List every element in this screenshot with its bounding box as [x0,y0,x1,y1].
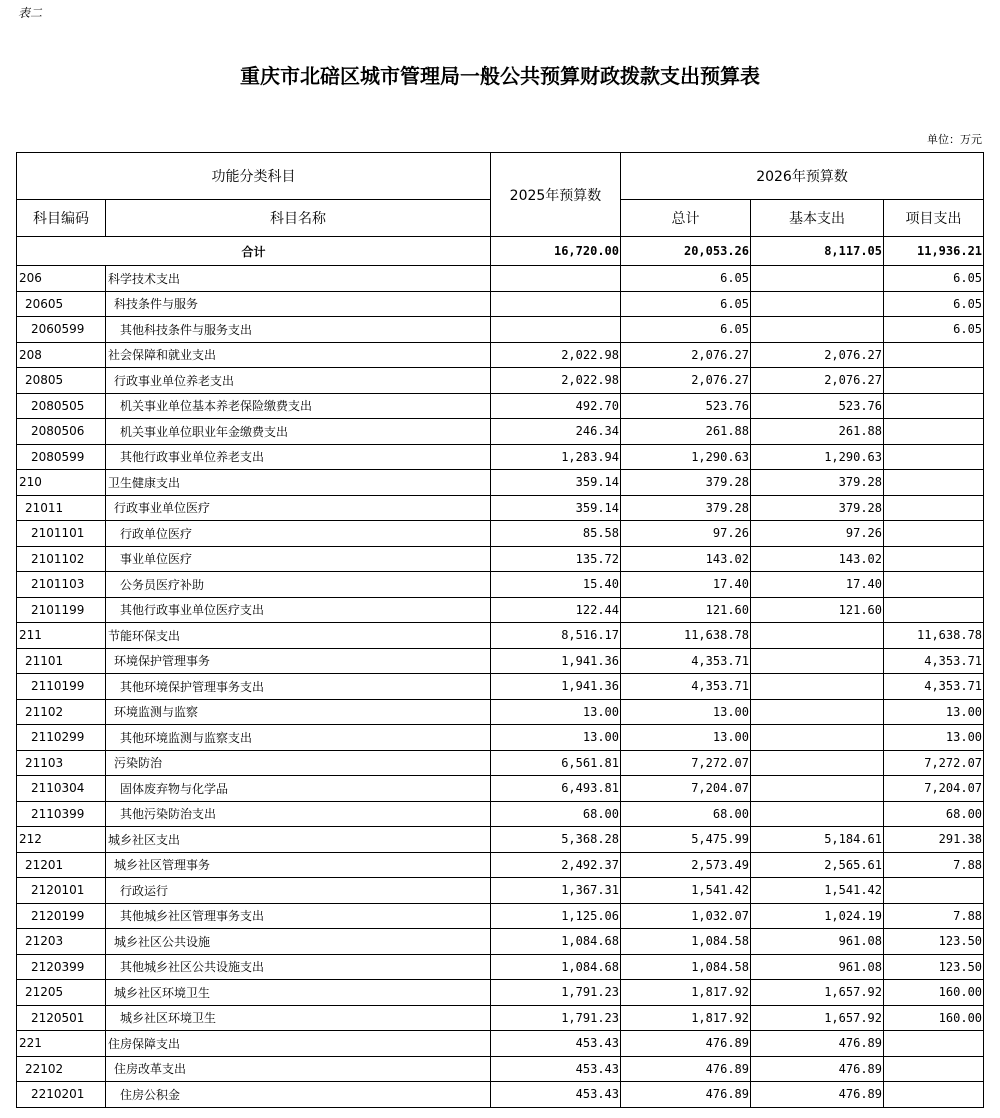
row-budget-2025: 1,367.31 [491,878,621,904]
row-code: 2110299 [17,725,106,751]
row-name: 其他环境监测与监察支出 [106,725,491,751]
row-name: 环境监测与监察 [106,699,491,725]
row-budget-2025: 1,283.94 [491,444,621,470]
row-budget-2026-total: 2,076.27 [621,368,751,394]
row-project [884,419,984,445]
table-row [17,521,984,547]
row-budget-2026-total: 1,290.63 [621,444,751,470]
row-basic: 1,541.42 [751,878,884,904]
table-row [17,827,984,853]
table-row [17,495,984,521]
row-budget-2026-total: 1,084.58 [621,954,751,980]
row-basic: 961.08 [751,954,884,980]
row-budget-2026-total: 11,638.78 [621,623,751,649]
table-row [17,1005,984,1031]
total-row [17,237,984,266]
row-budget-2025: 246.34 [491,419,621,445]
total-label: 合计 [17,237,491,266]
row-project: 7,204.07 [884,776,984,802]
row-name: 城乡社区环境卫生 [106,980,491,1006]
row-project: 4,353.71 [884,648,984,674]
row-basic: 476.89 [751,1031,884,1057]
table-row [17,368,984,394]
row-name: 卫生健康支出 [106,470,491,496]
row-name: 城乡社区环境卫生 [106,1005,491,1031]
row-project: 7,272.07 [884,750,984,776]
row-budget-2026-total: 143.02 [621,546,751,572]
row-budget-2025: 13.00 [491,699,621,725]
row-basic: 1,024.19 [751,903,884,929]
row-budget-2026-total: 68.00 [621,801,751,827]
row-code: 2110399 [17,801,106,827]
row-project [884,878,984,904]
row-budget-2026-total: 379.28 [621,495,751,521]
row-project: 6.05 [884,291,984,317]
row-basic: 961.08 [751,929,884,955]
row-project [884,495,984,521]
row-budget-2026-total: 1,541.42 [621,878,751,904]
row-budget-2025: 2,022.98 [491,342,621,368]
unit-label: 单位：万元 [927,133,982,146]
row-budget-2026-total: 1,817.92 [621,980,751,1006]
row-basic: 261.88 [751,419,884,445]
row-budget-2025: 68.00 [491,801,621,827]
row-code: 211 [17,623,106,649]
row-basic: 2,076.27 [751,368,884,394]
row-name: 事业单位医疗 [106,546,491,572]
row-code: 21011 [17,495,106,521]
row-project: 7.88 [884,903,984,929]
row-name: 住房改革支出 [106,1056,491,1082]
table-row [17,980,984,1006]
row-name: 城乡社区管理事务 [106,852,491,878]
row-name: 城乡社区支出 [106,827,491,853]
row-budget-2025: 1,791.23 [491,980,621,1006]
row-name: 其他环境保护管理事务支出 [106,674,491,700]
table-row [17,266,984,292]
row-code: 2080599 [17,444,106,470]
row-name: 节能环保支出 [106,623,491,649]
row-name: 社会保障和就业支出 [106,342,491,368]
table-row [17,954,984,980]
row-code: 21103 [17,750,106,776]
table-row [17,750,984,776]
row-basic: 1,657.92 [751,1005,884,1031]
row-project [884,597,984,623]
row-budget-2026-total: 476.89 [621,1031,751,1057]
basic-header: 基本支出 [751,200,884,237]
row-name: 科技条件与服务 [106,291,491,317]
table-row [17,342,984,368]
row-code: 221 [17,1031,106,1057]
row-basic: 2,076.27 [751,342,884,368]
table-row [17,903,984,929]
table-row [17,1082,984,1108]
row-budget-2026-total: 261.88 [621,419,751,445]
row-code: 2080506 [17,419,106,445]
row-basic [751,801,884,827]
row-code: 20605 [17,291,106,317]
row-code: 2101199 [17,597,106,623]
row-budget-2026-total: 6.05 [621,266,751,292]
row-name: 其他科技条件与服务支出 [106,317,491,343]
row-budget-2025: 1,941.36 [491,648,621,674]
row-project: 7.88 [884,852,984,878]
row-project: 160.00 [884,1005,984,1031]
table-row [17,1031,984,1057]
row-budget-2025: 359.14 [491,495,621,521]
row-budget-2025: 85.58 [491,521,621,547]
row-budget-2025 [491,266,621,292]
row-budget-2026-total: 13.00 [621,725,751,751]
row-basic: 379.28 [751,470,884,496]
row-budget-2025: 13.00 [491,725,621,751]
row-name: 行政单位医疗 [106,521,491,547]
row-budget-2026-total: 523.76 [621,393,751,419]
row-budget-2025: 453.43 [491,1082,621,1108]
row-project [884,393,984,419]
table-row [17,317,984,343]
table-row [17,1056,984,1082]
row-budget-2025: 135.72 [491,546,621,572]
page-title: 重庆市北碚区城市管理局一般公共预算财政拨款支出预算表 [240,64,760,88]
row-code: 210 [17,470,106,496]
row-code: 20805 [17,368,106,394]
row-name: 行政运行 [106,878,491,904]
row-project [884,546,984,572]
row-budget-2025: 2,492.37 [491,852,621,878]
row-code: 2101102 [17,546,106,572]
row-project [884,521,984,547]
row-budget-2025 [491,291,621,317]
row-project: 6.05 [884,317,984,343]
row-name: 环境保护管理事务 [106,648,491,674]
row-basic: 121.60 [751,597,884,623]
table-row [17,852,984,878]
table-row [17,572,984,598]
row-name: 住房保障支出 [106,1031,491,1057]
row-basic [751,648,884,674]
row-basic [751,725,884,751]
functional-category-header: 功能分类科目 [17,153,491,200]
row-code: 21201 [17,852,106,878]
row-code: 2120501 [17,1005,106,1031]
table-row [17,597,984,623]
row-basic [751,623,884,649]
row-basic [751,699,884,725]
row-project [884,444,984,470]
row-budget-2025: 453.43 [491,1031,621,1057]
row-budget-2026-total: 6.05 [621,317,751,343]
table-row [17,546,984,572]
row-budget-2026-total: 2,573.49 [621,852,751,878]
row-basic: 2,565.61 [751,852,884,878]
row-code: 2120399 [17,954,106,980]
row-code: 22102 [17,1056,106,1082]
table-row [17,776,984,802]
row-code: 206 [17,266,106,292]
row-name: 机关事业单位基本养老保险缴费支出 [106,393,491,419]
row-budget-2025: 6,561.81 [491,750,621,776]
row-project [884,1082,984,1108]
row-name: 其他污染防治支出 [106,801,491,827]
row-basic: 17.40 [751,572,884,598]
row-budget-2026-total: 4,353.71 [621,648,751,674]
row-name: 固体废弃物与化学品 [106,776,491,802]
row-budget-2025: 2,022.98 [491,368,621,394]
row-budget-2025 [491,317,621,343]
row-budget-2026-total: 476.89 [621,1082,751,1108]
table-row [17,393,984,419]
row-budget-2025: 359.14 [491,470,621,496]
row-basic [751,291,884,317]
row-name: 行政事业单位养老支出 [106,368,491,394]
row-name: 其他城乡社区公共设施支出 [106,954,491,980]
row-name: 其他城乡社区管理事务支出 [106,903,491,929]
row-project: 13.00 [884,725,984,751]
row-code: 2101103 [17,572,106,598]
row-project [884,470,984,496]
row-budget-2026-total: 17.40 [621,572,751,598]
row-project [884,572,984,598]
row-budget-2025: 1,125.06 [491,903,621,929]
row-budget-2025: 1,941.36 [491,674,621,700]
row-code: 2120101 [17,878,106,904]
table-row [17,878,984,904]
row-budget-2025: 1,084.68 [491,954,621,980]
row-code: 21205 [17,980,106,1006]
row-project: 123.50 [884,954,984,980]
row-code: 2120199 [17,903,106,929]
row-basic: 143.02 [751,546,884,572]
row-basic: 523.76 [751,393,884,419]
row-code: 2110304 [17,776,106,802]
row-budget-2026-total: 2,076.27 [621,342,751,368]
row-code: 21101 [17,648,106,674]
row-budget-2026-total: 7,204.07 [621,776,751,802]
row-basic [751,317,884,343]
row-budget-2025: 1,791.23 [491,1005,621,1031]
row-basic: 1,657.92 [751,980,884,1006]
row-budget-2026-total: 1,032.07 [621,903,751,929]
total-project: 11,936.21 [884,237,984,266]
row-code: 2210201 [17,1082,106,1108]
row-project: 4,353.71 [884,674,984,700]
row-code: 2110199 [17,674,106,700]
table-row [17,674,984,700]
row-budget-2026-total: 1,817.92 [621,1005,751,1031]
row-basic: 476.89 [751,1082,884,1108]
row-name: 科学技术支出 [106,266,491,292]
row-budget-2025: 5,368.28 [491,827,621,853]
code-header: 科目编码 [17,200,106,237]
row-code: 21102 [17,699,106,725]
row-budget-2025: 8,516.17 [491,623,621,649]
row-budget-2025: 1,084.68 [491,929,621,955]
row-project: 13.00 [884,699,984,725]
row-budget-2025: 492.70 [491,393,621,419]
row-basic [751,266,884,292]
row-budget-2026-total: 4,353.71 [621,674,751,700]
row-budget-2025: 6,493.81 [491,776,621,802]
row-basic: 379.28 [751,495,884,521]
budget-2025-header: 2025年预算数 [491,153,621,237]
row-name: 公务员医疗补助 [106,572,491,598]
row-project [884,368,984,394]
row-budget-2026-total: 97.26 [621,521,751,547]
row-code: 2101101 [17,521,106,547]
table-row [17,929,984,955]
row-budget-2026-total: 7,272.07 [621,750,751,776]
table-number-tag: 表二 [18,6,43,20]
row-basic: 97.26 [751,521,884,547]
table-row [17,699,984,725]
row-name: 污染防治 [106,750,491,776]
row-project: 123.50 [884,929,984,955]
table-row [17,648,984,674]
row-project: 160.00 [884,980,984,1006]
table-row [17,444,984,470]
table-row [17,623,984,649]
row-name: 其他行政事业单位医疗支出 [106,597,491,623]
row-budget-2026-total: 121.60 [621,597,751,623]
row-budget-2025: 122.44 [491,597,621,623]
row-basic [751,750,884,776]
row-project: 68.00 [884,801,984,827]
table-row [17,725,984,751]
row-budget-2025: 15.40 [491,572,621,598]
budget-table [16,152,984,1108]
row-project [884,1031,984,1057]
table-row [17,801,984,827]
row-basic [751,674,884,700]
row-project: 11,638.78 [884,623,984,649]
budget-2026-header: 2026年预算数 [621,153,984,200]
project-header: 项目支出 [884,200,984,237]
row-budget-2026-total: 13.00 [621,699,751,725]
row-project [884,342,984,368]
row-basic: 5,184.61 [751,827,884,853]
row-basic: 1,290.63 [751,444,884,470]
row-budget-2026-total: 379.28 [621,470,751,496]
row-budget-2025: 453.43 [491,1056,621,1082]
row-basic [751,776,884,802]
row-name: 其他行政事业单位养老支出 [106,444,491,470]
total-header: 总计 [621,200,751,237]
name-header: 科目名称 [106,200,491,237]
table-row [17,291,984,317]
row-code: 21203 [17,929,106,955]
table-row [17,470,984,496]
row-code: 212 [17,827,106,853]
row-name: 机关事业单位职业年金缴费支出 [106,419,491,445]
row-project: 6.05 [884,266,984,292]
row-budget-2026-total: 1,084.58 [621,929,751,955]
row-name: 城乡社区公共设施 [106,929,491,955]
row-budget-2026-total: 6.05 [621,291,751,317]
row-code: 208 [17,342,106,368]
row-project [884,1056,984,1082]
row-budget-2026-total: 5,475.99 [621,827,751,853]
row-name: 住房公积金 [106,1082,491,1108]
table-row [17,419,984,445]
total-budget-2025: 16,720.00 [491,237,621,266]
row-basic: 476.89 [751,1056,884,1082]
row-code: 2060599 [17,317,106,343]
row-budget-2026-total: 476.89 [621,1056,751,1082]
row-project: 291.38 [884,827,984,853]
total-budget-2026: 20,053.26 [621,237,751,266]
total-basic: 8,117.05 [751,237,884,266]
row-name: 行政事业单位医疗 [106,495,491,521]
row-code: 2080505 [17,393,106,419]
